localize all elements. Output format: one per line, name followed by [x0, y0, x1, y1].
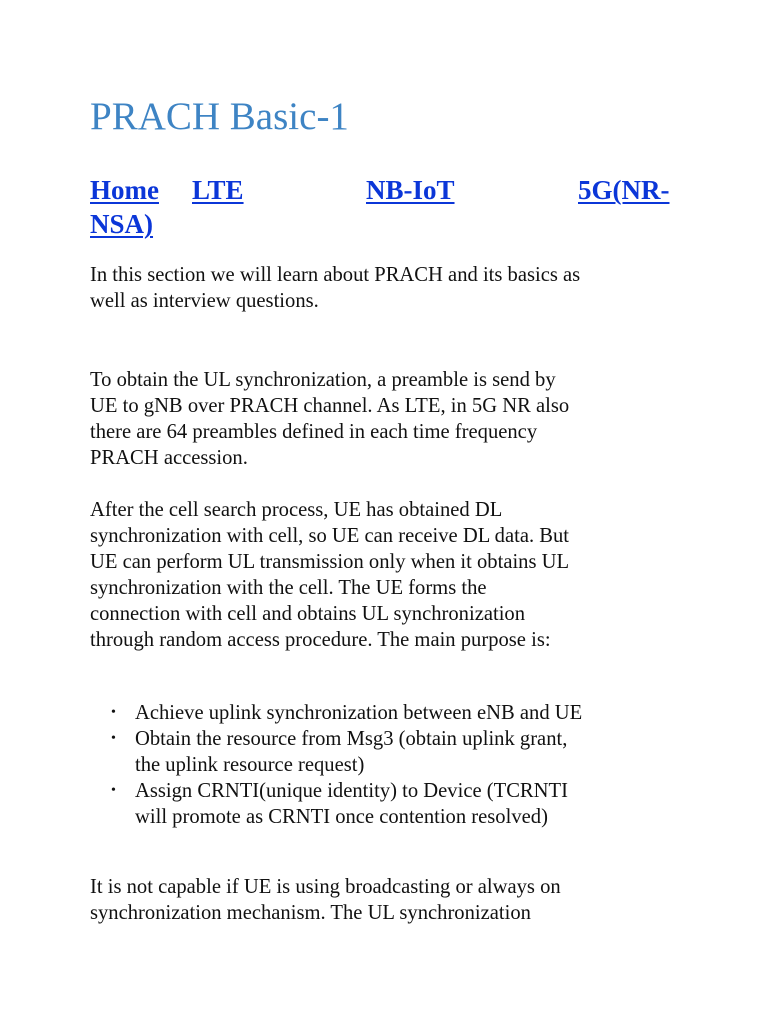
intro-paragraph	[90, 262, 678, 314]
nav-link-home[interactable]: Home	[90, 175, 159, 205]
cell-search-paragraph	[90, 497, 678, 653]
broadcast-paragraph	[90, 874, 678, 926]
bullet-icon: •	[111, 731, 116, 746]
text-line: synchronization mechanism. The UL synchronization	[90, 902, 531, 924]
nav-link-nb-iot[interactable]: NB-IoT	[366, 175, 455, 205]
bullet-icon: •	[111, 783, 116, 798]
bullet-icon: •	[111, 705, 116, 720]
text-line: To obtain the UL synchronization, a preamble is send by	[90, 369, 556, 391]
text-line: UE can perform UL transmission only when it obtains UL	[90, 551, 570, 573]
text-line: Achieve uplink synchronization between eNB and UE	[135, 702, 583, 724]
text-line: connection with cell and obtains UL synchronization	[90, 603, 526, 625]
list-item	[90, 778, 690, 830]
text-line: there are 64 preambles defined in each time frequency	[90, 421, 538, 443]
text-line: the uplink resource request)	[135, 754, 365, 776]
text-line: In this section we will learn about PRACH and its basics as	[90, 264, 581, 286]
text-line: UE to gNB over PRACH channel. As LTE, in 5G NR also	[90, 395, 570, 417]
nav-link-5g-nr-nsa-continued[interactable]: NSA)	[90, 209, 154, 239]
ul-sync-paragraph	[90, 367, 678, 471]
nav-link-5g-nr-nsa[interactable]: 5G(NR-	[578, 175, 670, 205]
list-item	[90, 726, 690, 778]
page-title: PRACH Basic-1	[90, 95, 349, 138]
text-line: After the cell search process, UE has obtained DL	[90, 499, 503, 521]
text-line: well as interview questions.	[90, 290, 319, 312]
text-line: synchronization with the cell. The UE forms the	[90, 577, 487, 599]
text-line: through random access procedure. The main purpose is:	[90, 629, 551, 651]
text-line: Obtain the resource from Msg3 (obtain uplink grant,	[135, 728, 568, 750]
text-line: Assign CRNTI(unique identity) to Device (TCRNTI	[135, 780, 568, 802]
text-line: will promote as CRNTI once contention resolved)	[135, 806, 548, 828]
text-line: synchronization with cell, so UE can receive DL data. But	[90, 525, 570, 547]
purpose-list	[90, 700, 690, 830]
nav-link-lte[interactable]: LTE	[192, 175, 244, 205]
text-line: It is not capable if UE is using broadcasting or always on	[90, 876, 561, 898]
text-line: PRACH accession.	[90, 447, 248, 469]
list-item	[90, 700, 690, 726]
